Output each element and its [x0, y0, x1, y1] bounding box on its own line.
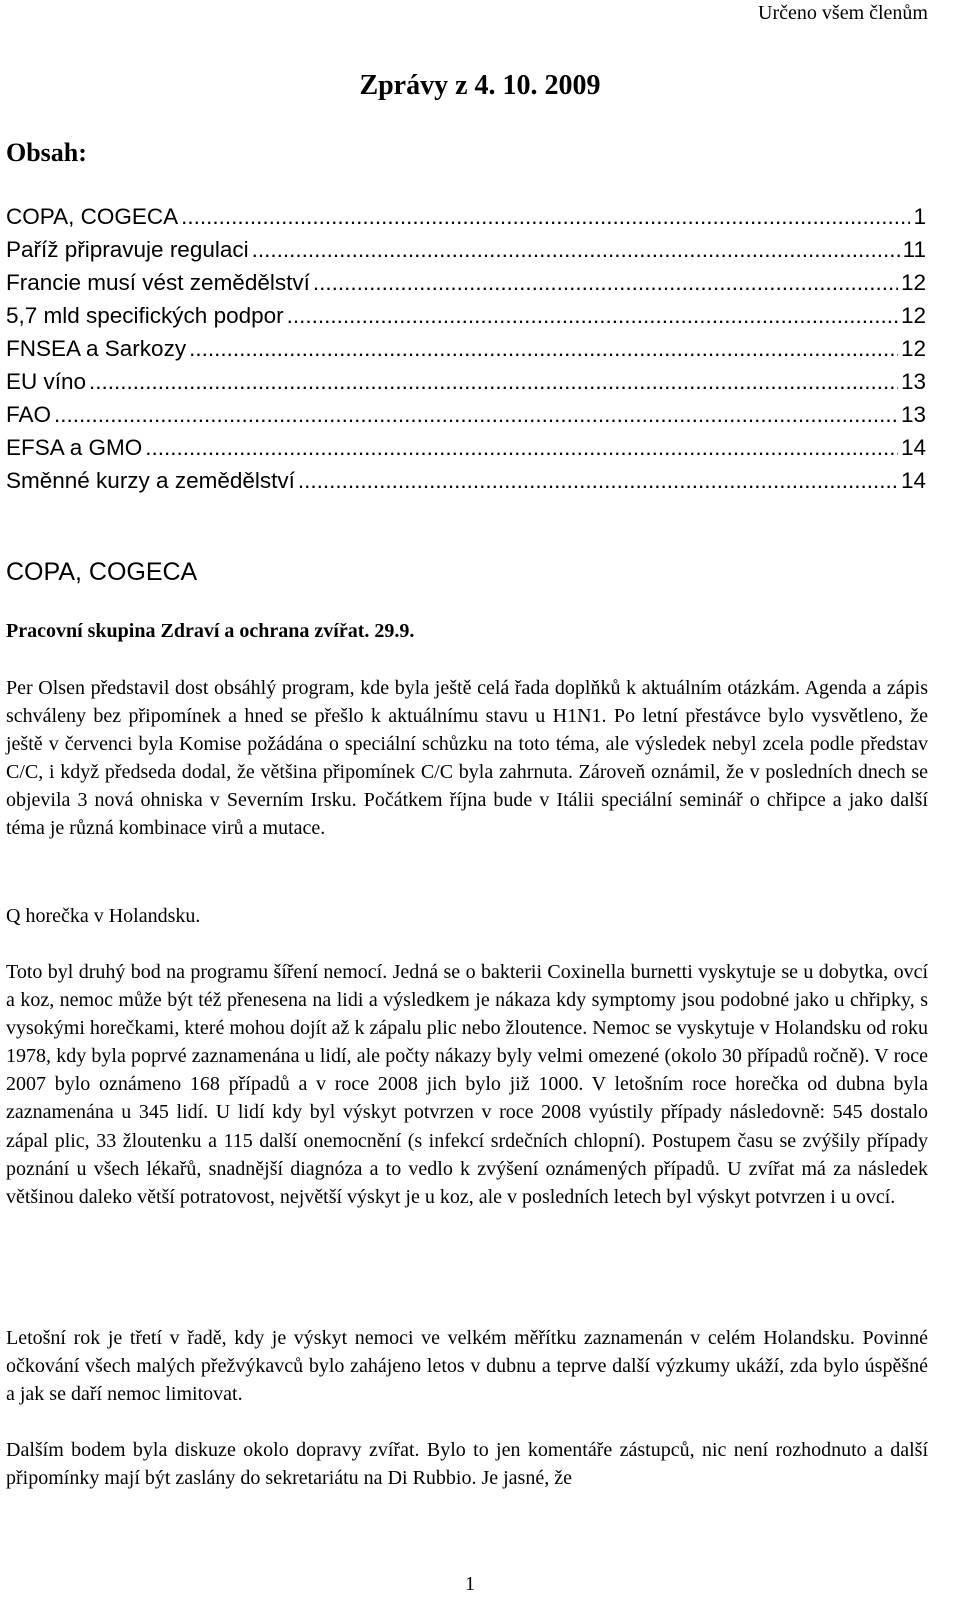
toc-leader-dots	[54, 398, 898, 431]
toc-entry-page: 12	[900, 270, 926, 295]
toc-entry[interactable]	[6, 365, 926, 398]
toc-entry-page: 11	[902, 237, 926, 262]
toc-leader-dots	[313, 266, 898, 299]
toc-entry-page: 12	[900, 303, 926, 328]
paragraph-q-fever: Toto byl druhý bod na programu šíření nemocí. Jedná se o bakterii Coxinella burnetti vyskytuje se u dobytka, ovcí a koz, nemoc může být též přenesena na lidi a výsledkem je nákaza kdy symptomy jsou podobné jako u chřipky, s vysokými horečkami, které mohou dojít až k zápalu plic nebo žloutence. Nemoc se vyskytuje v Holandsku od roku 1978, kdy byla poprvé zaznamenána u lidí, ale počty nákazy byly velmi omezené (okolo 30 případů ročně). V roce 2007 bylo oznámeno 168 případů a v roce 2008 jich bylo již 1000. V letošním roce horečka od dubna byla zaznamenána u 345 lidí. U lidí kdy byl výskyt potvrzen v roce 2008 vyústily případy následovně: 545 dostalo zápal plic, 33 žloutenku a 115 další onemocnění (s infekcí srdečních chlopní). Postupem času se zvýšily případy poznání u všech lékařů, snadnější diagnóza a to vedlo k zvýšení oznámených případů. U zvířat má za následek většinou daleko větší potratovost, největší výskyt je u koz, ale v posledních letech byl výskyt potvrzen i u ovcí.	[6, 961, 928, 1208]
toc-entry-label: Francie musí vést zemědělství	[6, 270, 310, 295]
toc-entry[interactable]	[6, 464, 926, 497]
toc-entry-label: Paříž připravuje regulaci	[6, 237, 249, 262]
toc-entry-label: FNSEA a Sarkozy	[6, 336, 187, 361]
toc-entry-page: 13	[900, 369, 926, 394]
document-title: Zprávy z 4. 10. 2009	[359, 70, 601, 101]
paragraph-h1n1: Per Olsen představil dost obsáhlý program, kde byla ještě celá řada doplňků k aktuálním otázkám. Agenda a zápis schváleny bez připomínek a hned se přešlo k aktuálnímu stavu u H1N1. Po letní přestávce bylo vysvětleno, že ještě v červenci byla Komise požádána o speciální schůzku na toto téma, ale výsledek nebyl zcela podle představ C/C, i když předseda dodal, že většina připomínek C/C byla zahrnuta. Zároveň oznámil, že v posledních dnech se objevila 3 nová ohniska v Severním Irsku. Počátkem října bude v Itálii speciální seminář o chřipce a jako další téma je různá kombinace virů a mutace.	[6, 677, 928, 840]
toc-entry-label: COPA, COGECA	[6, 204, 179, 229]
toc-leader-dots	[252, 233, 900, 266]
toc-entry[interactable]	[6, 200, 926, 233]
toc-entry-page: 14	[900, 435, 926, 460]
toc-heading: Obsah:	[6, 138, 87, 167]
toc-leader-dots	[298, 464, 898, 497]
audience-note: Určeno všem členům	[758, 2, 928, 24]
toc-entry-label: Směnné kurzy a zemědělství	[6, 468, 295, 493]
toc-entry-label: FAO	[6, 402, 52, 427]
paragraph-q-fever-heading: Q horečka v Holandsku.	[6, 905, 201, 927]
toc-entry[interactable]	[6, 299, 926, 332]
toc-entry[interactable]	[6, 398, 926, 431]
toc-entry-page: 14	[900, 468, 926, 493]
section-heading: COPA, COGECA	[6, 558, 198, 586]
toc-entry[interactable]	[6, 332, 926, 365]
toc-entry-label: EU víno	[6, 369, 87, 394]
toc-leader-dots	[181, 200, 910, 233]
toc-entry[interactable]	[6, 233, 926, 266]
toc-entry-page: 1	[913, 204, 926, 229]
page-number: 1	[465, 1573, 475, 1595]
paragraph-vaccination: Letošní rok je třetí v řadě, kdy je výskyt nemoci ve velkém měřítku zaznamenán v celém Holandsku. Povinné očkování všech malých přežvýkavců bylo zahájeno letos v dubnu a teprve další výzkumy ukáží, zda bylo úspěšné a jak se daří nemoc limitovat.	[6, 1327, 928, 1406]
paragraph-animal-transport: Dalším bodem byla diskuze okolo dopravy zvířat. Bylo to jen komentáře zástupců, nic není rozhodnuto a další připomínky mají být zaslány do sekretariátu na Di Rubbio. Je jasné, že	[6, 1439, 928, 1490]
toc-entry-label: 5,7 mld specifických podpor	[6, 303, 284, 328]
table-of-contents	[6, 200, 926, 497]
toc-entry-page: 13	[900, 402, 926, 427]
toc-entry[interactable]	[6, 266, 926, 299]
toc-entry-label: EFSA a GMO	[6, 435, 143, 460]
toc-entry-page: 12	[900, 336, 926, 361]
toc-entry[interactable]	[6, 431, 926, 464]
toc-leader-dots	[287, 299, 898, 332]
subsection-heading: Pracovní skupina Zdraví a ochrana zvířat. 29.9.	[6, 620, 415, 642]
toc-leader-dots	[189, 332, 898, 365]
toc-leader-dots	[89, 365, 898, 398]
toc-leader-dots	[145, 431, 898, 464]
